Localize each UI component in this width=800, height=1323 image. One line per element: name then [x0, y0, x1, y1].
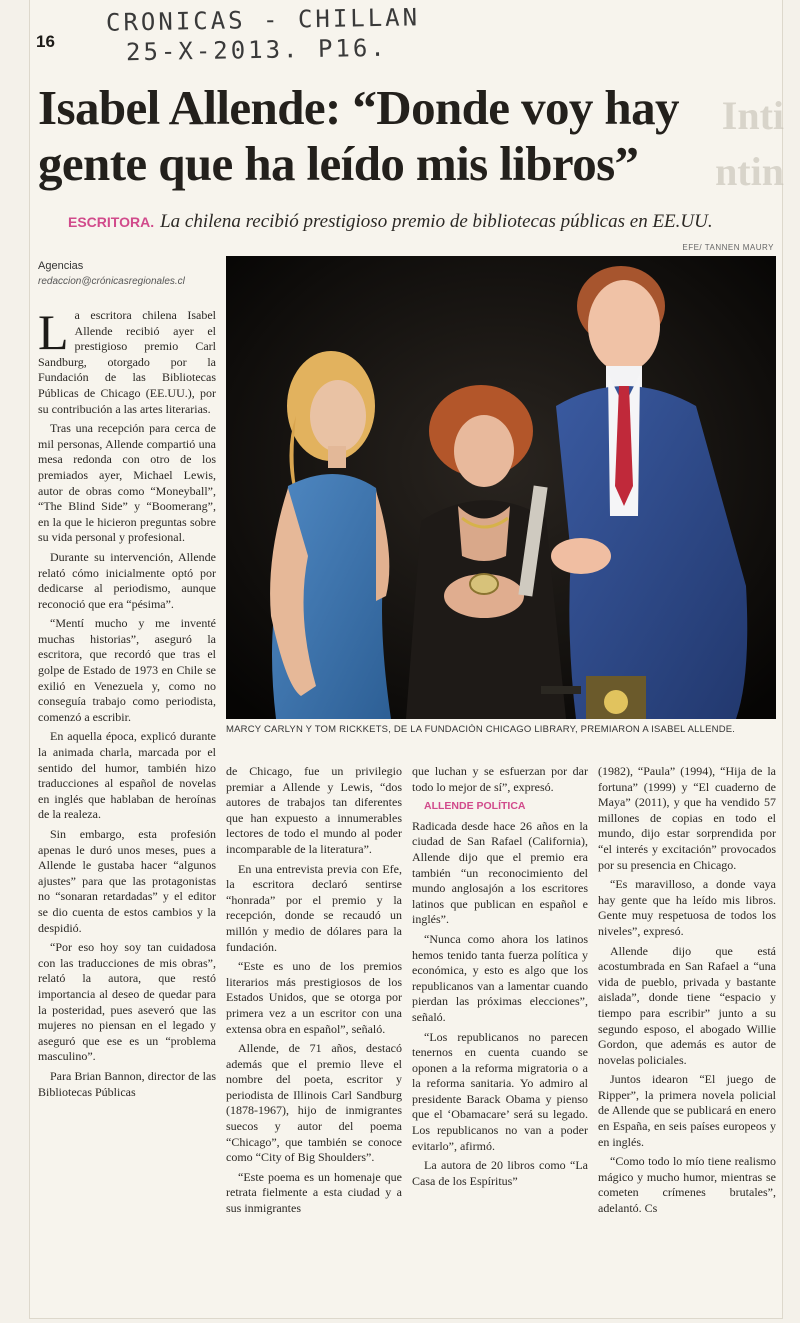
paragraph: que luchan y se esfuerzan por dar todo lo mejor de sí”, expresó.	[412, 764, 588, 794]
paragraph: (1982), “Paula” (1994), “Hija de la fortuna” (1999) y “El cuaderno de Maya” (2011), y que ha vendido 57 millones de copias en todo el mundo, dijo estar sorprendida por “el interés y excitación” provocados por su presencia en Chicago.	[598, 764, 776, 872]
byline	[38, 260, 218, 287]
drop-cap: L	[38, 304, 69, 360]
article-column-3	[412, 764, 588, 1193]
paragraph: “Es maravilloso, a donde vaya hay gente que ha leído mis libros. Gente muy respetuosa de todos los niveles”, expresó.	[598, 877, 776, 938]
paragraph: “Mentí mucho y me inventé muchas historias”, aseguró la escritora, que recordó que tras el golpe de Estado de 1973 en Chile se exilió en Venezuela y, como no conseguía trabajo como periodista, comenzó a escribir.	[38, 616, 216, 724]
byline-email: redaccion@crónicasregionales.cl	[38, 276, 185, 287]
article-column-4	[598, 764, 776, 1221]
byline-source: Agencias	[38, 260, 84, 272]
page-number: 16	[36, 32, 55, 51]
paragraph: Sin embargo, esta profesión apenas le duró unos meses, pues a Allende le gustaba hacer “algunos ajustes” para que las protagonistas no “sonaran retardadas” y el editor se dio cuenta de estos cambios y la despidió.	[38, 827, 216, 935]
paragraph: Juntos idearon “El juego de Ripper”, la primera novela policial de Allende que se publicará en enero en España, en seis países europeos y en inglés.	[598, 1072, 776, 1149]
subheadline-line	[68, 211, 778, 233]
article-column-2	[226, 764, 402, 1221]
lead-paragraph: La escritora chilena Isabel Allende recibió ayer el prestigioso premio Carl Sandburg, otorgado por la Fundación de las Bibliotecas Públicas de Chicago (EE.UU.), por su contribución a las artes literarias.	[38, 304, 216, 416]
handwritten-source-note: CRONICAS - CHILLAN	[105, 3, 421, 37]
photo-caption: MARCY CARLYN Y TOM RICKKETS, DE LA FUNDACIÓN CHICAGO LIBRARY, PREMIARON A ISABEL ALLENDE.	[226, 724, 736, 735]
section-kicker: ESCRITORA.	[68, 214, 155, 230]
section-subhead: ALLENDE POLÍTICA	[424, 800, 526, 813]
paragraph: “Como todo lo mío tiene realismo mágico y mucho humor, mientras se cometen crímenes brutales”, adelantó. Cs	[598, 1154, 776, 1216]
subheadline: La chilena recibió prestigioso premio de bibliotecas públicas en EE.UU.	[160, 211, 713, 232]
paragraph: Allende, de 71 años, destacó además que el premio lleve el nombre del poeta, escritor y periodista de Illinois Carl Sandburg (1878-1967), hijo de inmigrantes suecos y autor del poema “Chicago”, que también se conoce como “City of Big Shoulders”.	[226, 1041, 402, 1165]
paragraph: Allende dijo que está acostumbrada en San Rafael a “una vida de pueblo, privada y bastante aislada”, donde tiene “espacio y tiempo para escribir” junto a su segundo esposo, el abogado Willie Gordon, que además es autor de novelas policiales.	[598, 943, 776, 1067]
article-headline: Isabel Allende: “Donde voy hay gente que ha leído mis libros”	[38, 80, 679, 191]
paragraph: “Nunca como ahora los latinos hemos tenido tanta fuerza política y económica, y esto es algo que los republicanos van a lamentar cuando pierdan las próximas elecciones”, señaló.	[412, 931, 588, 1024]
paragraph: Tras una recepción para cerca de mil personas, Allende compartió una mesa redonda con otro de los premiados ayer, Michael Lewis, autor de obras como “Moneyball”, “The Blind Side” y “Boomerang”, en la que le hicieron preguntas sobre su vida personal y profesional.	[38, 421, 216, 545]
paragraph: “Este poema es un homenaje que retrata fielmente a esta ciudad y a sus inmigrantes	[226, 1169, 402, 1216]
paragraph: Radicada desde hace 26 años en la ciudad de San Rafael (California), Allende dijo que el premio era también “un reconocimiento del mundo anglosajón a los escritores latinos que publican en español e inglés”.	[412, 818, 588, 927]
article-column-1	[38, 304, 216, 1104]
paragraph: La autora de 20 libros como “La Casa de los Espíritus”	[412, 1158, 588, 1188]
paragraph: En aquella época, explicó durante la animada charla, marcada por el sentido del humor, también hizo traducciones al español de novelas en inglés que hablaban de heroínas de la realeza.	[38, 729, 216, 822]
paragraph: “Este es uno de los premios literarios más prestigiosos de los Estados Unidos, que se otorga por primera vez a un escritor con una extensa obra en español”, señaló.	[226, 959, 402, 1036]
paragraph: Para Brian Bannon, director de las Bibliotecas Públicas	[38, 1068, 216, 1099]
paragraph: En una entrevista previa con Efe, la escritora declaró sentirse “honrada” por el premio y la recepción, donde se recaudó un millón y medio de dólares para la fundación.	[226, 861, 402, 954]
bleed-through-text: Inti ntin	[715, 93, 784, 194]
paragraph: “Por eso hoy soy tan cuidadosa con las traducciones de mis obras”, relató la autora, que restó importancia al deseo de quedar para la posteridad, pues aseveró que las mujeres no piensan en el legado y aseguró que ese es un “problema masculino”.	[38, 940, 216, 1064]
photo-credit: EFE/ TANNEN MAURY	[682, 243, 774, 252]
paragraph: de Chicago, fue un privilegio premiar a Allende y Lewis, “dos autores de trabajos tan diferentes que han expuesto a innumerables lectores de todo el mundo al poder incomparable de la literatura”.	[226, 764, 402, 856]
person-left	[270, 351, 391, 719]
award-photo	[226, 256, 776, 719]
award-photo-illustration	[226, 256, 776, 719]
handwritten-date-note: 25-X-2013. P16.	[125, 33, 388, 67]
paragraph: Durante su intervención, Allende relató cómo inicialmente optó por dedicarse al periodismo, aunque reconoció que era “pésima”.	[38, 549, 216, 611]
paragraph: “Los republicanos no parecen tenernos en cuenta cuando se oponen a la reforma migratoria o a la reforma sanitaria. Yo admiro al presidente Barack Obama y pienso que el ‘Obamacare’ será su legado. Los republicanos no van a poder evitarlo”, afirmó.	[412, 1029, 588, 1153]
